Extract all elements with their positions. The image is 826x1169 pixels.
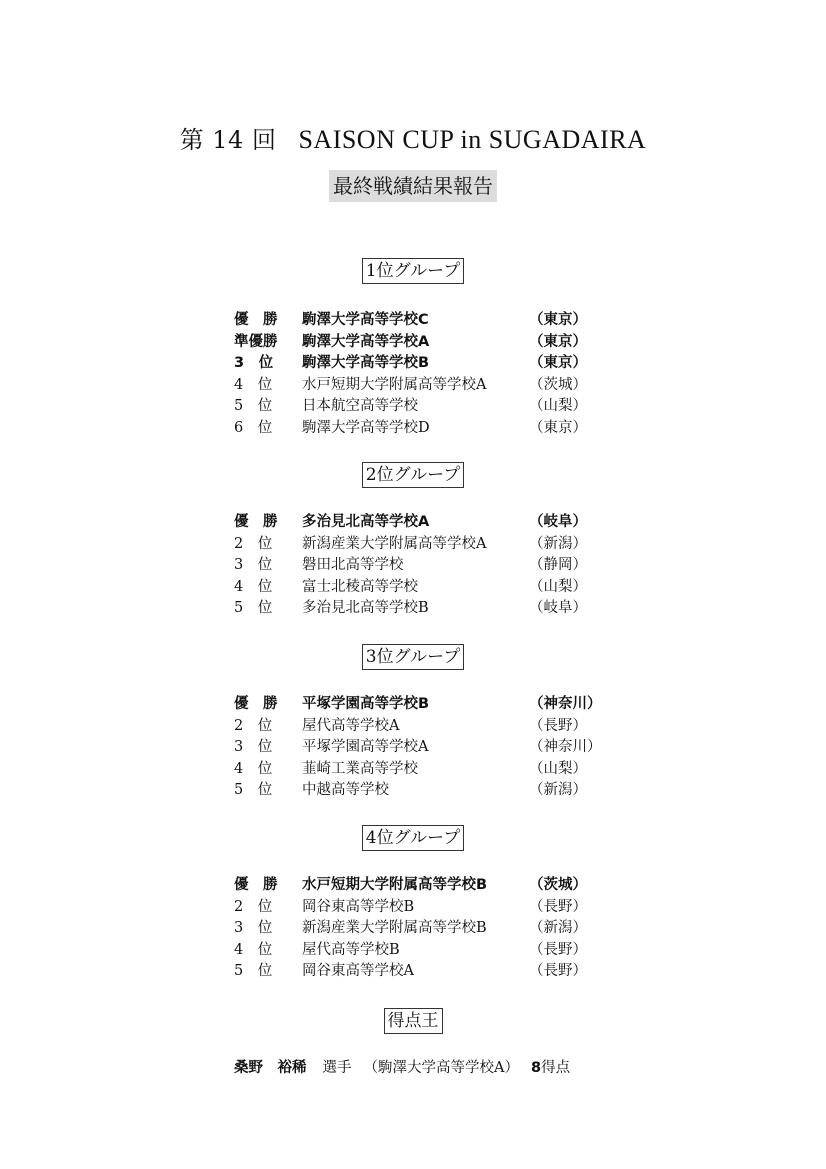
rank-label: 3 位 xyxy=(234,355,274,371)
prefecture: （東京） xyxy=(529,419,587,436)
table-row xyxy=(234,418,654,440)
school-name: 韮崎工業高等学校 xyxy=(302,760,418,777)
table-row xyxy=(234,716,654,738)
school-name: 富士北稜高等学校 xyxy=(302,578,418,595)
prefecture: （茨城） xyxy=(529,877,587,893)
prefecture: （新潟） xyxy=(529,920,587,936)
title-event-name: SAISON CUP in SUGADAIRA xyxy=(298,125,647,154)
school-name: 岡谷東高等学校A xyxy=(302,963,414,979)
table-row xyxy=(234,310,654,332)
table-row xyxy=(234,353,654,375)
table-row xyxy=(234,897,654,919)
rank-label: 5 位 xyxy=(234,398,273,414)
prefecture: （山梨） xyxy=(529,398,587,414)
rank-label: 準優勝 xyxy=(234,333,278,350)
table-row xyxy=(234,512,654,534)
school-name: 日本航空高等学校 xyxy=(302,398,418,414)
table-row xyxy=(234,780,654,802)
school-name: 屋代高等学校B xyxy=(302,941,400,958)
school-name: 平塚学園高等学校B xyxy=(302,696,430,712)
rank-label: 3 位 xyxy=(234,557,273,573)
school-name: 水戸短期大学附属高等学校B xyxy=(302,877,488,893)
rank-label: 5 位 xyxy=(234,782,273,798)
group-3-list xyxy=(234,694,654,802)
prefecture: （長野） xyxy=(529,898,587,915)
table-row xyxy=(234,759,654,781)
table-row xyxy=(234,396,654,418)
rank-label: 優 勝 xyxy=(234,696,278,712)
prefecture: （東京） xyxy=(529,355,587,371)
report-subtitle: 最終戦績結果報告 xyxy=(329,170,497,202)
rank-label: 2 位 xyxy=(234,535,273,552)
group-1-list xyxy=(234,310,654,439)
table-row xyxy=(234,375,654,397)
scorer-points-unit: 得点 xyxy=(541,1060,571,1076)
prefecture: （茨城） xyxy=(529,376,587,393)
subtitle-wrap xyxy=(0,170,826,202)
prefecture: （神奈川） xyxy=(529,739,602,755)
table-row xyxy=(234,875,654,897)
scorer-points xyxy=(531,1060,570,1076)
prefecture: （長野） xyxy=(529,717,587,734)
rank-label: 4 位 xyxy=(234,578,273,595)
school-name: 岡谷東高等学校B xyxy=(302,898,415,915)
group-2-list xyxy=(234,512,654,620)
group-1-header xyxy=(0,258,826,284)
school-name: 駒澤大学高等学校D xyxy=(302,419,430,436)
prefecture: （東京） xyxy=(529,312,587,328)
rank-label: 3 位 xyxy=(234,739,273,755)
rank-label: 4 位 xyxy=(234,760,273,777)
rank-label: 6 位 xyxy=(234,419,273,436)
school-name: 多治見北高等学校B xyxy=(302,600,429,616)
school-name: 新潟産業大学附属高等学校B xyxy=(302,920,487,936)
rank-label: 2 位 xyxy=(234,717,273,734)
rank-label: 優 勝 xyxy=(234,312,278,328)
school-name: 水戸短期大学附属高等学校A xyxy=(302,376,487,393)
rank-label: 3 位 xyxy=(234,920,273,936)
table-row xyxy=(234,918,654,940)
table-row xyxy=(234,961,654,983)
prefecture: （長野） xyxy=(529,963,587,979)
prefecture: （岐阜） xyxy=(529,514,587,530)
table-row xyxy=(234,940,654,962)
school-name: 磐田北高等学校 xyxy=(302,557,404,573)
group-3-header xyxy=(0,644,826,670)
rank-label: 4 位 xyxy=(234,376,273,393)
rank-label: 優 勝 xyxy=(234,877,278,893)
group-4-list xyxy=(234,875,654,983)
school-name: 屋代高等学校A xyxy=(302,717,400,734)
table-row xyxy=(234,332,654,354)
prefecture: （岐阜） xyxy=(529,600,587,616)
prefecture: （山梨） xyxy=(529,578,587,595)
school-name: 新潟産業大学附属高等学校A xyxy=(302,535,487,552)
rank-label: 2 位 xyxy=(234,898,273,915)
prefecture: （新潟） xyxy=(529,535,587,552)
group-4-title: 4位グループ xyxy=(362,825,464,851)
top-scorer-title: 得点王 xyxy=(384,1008,443,1034)
school-name: 駒澤大学高等学校A xyxy=(302,333,430,350)
table-row xyxy=(234,577,654,599)
scorer-role: 選手 xyxy=(322,1060,352,1076)
group-4-header xyxy=(0,825,826,851)
prefecture: （山梨） xyxy=(529,760,587,777)
prefecture: （長野） xyxy=(529,941,587,958)
top-scorer-line xyxy=(234,1057,570,1079)
prefecture: （新潟） xyxy=(529,782,587,798)
rank-label: 優 勝 xyxy=(234,514,278,530)
group-1-title: 1位グループ xyxy=(362,258,464,284)
school-name: 駒澤大学高等学校B xyxy=(302,355,430,371)
page-title xyxy=(0,120,826,155)
prefecture: （神奈川） xyxy=(529,696,602,712)
school-name: 多治見北高等学校A xyxy=(302,514,430,530)
prefecture: （東京） xyxy=(529,333,587,350)
group-3-title: 3位グループ xyxy=(362,644,464,670)
title-edition: 第 14 回 xyxy=(179,126,277,154)
group-2-title: 2位グループ xyxy=(362,462,464,488)
scorer-points-value: 8 xyxy=(530,1060,542,1076)
school-name: 平塚学園高等学校A xyxy=(302,739,429,755)
table-row xyxy=(234,555,654,577)
table-row xyxy=(234,534,654,556)
rank-label: 4 位 xyxy=(234,941,273,958)
table-row xyxy=(234,598,654,620)
table-row xyxy=(234,737,654,759)
rank-label: 5 位 xyxy=(234,600,273,616)
scorer-team: （駒澤大学高等学校A） xyxy=(363,1060,519,1076)
top-scorer-header xyxy=(0,1008,826,1034)
table-row xyxy=(234,694,654,716)
school-name: 中越高等学校 xyxy=(302,782,389,798)
prefecture: （静岡） xyxy=(529,557,587,573)
group-2-header xyxy=(0,462,826,488)
rank-label: 5 位 xyxy=(234,963,273,979)
school-name: 駒澤大学高等学校C xyxy=(302,312,429,328)
scorer-name: 桑野 裕稀 xyxy=(234,1060,307,1076)
